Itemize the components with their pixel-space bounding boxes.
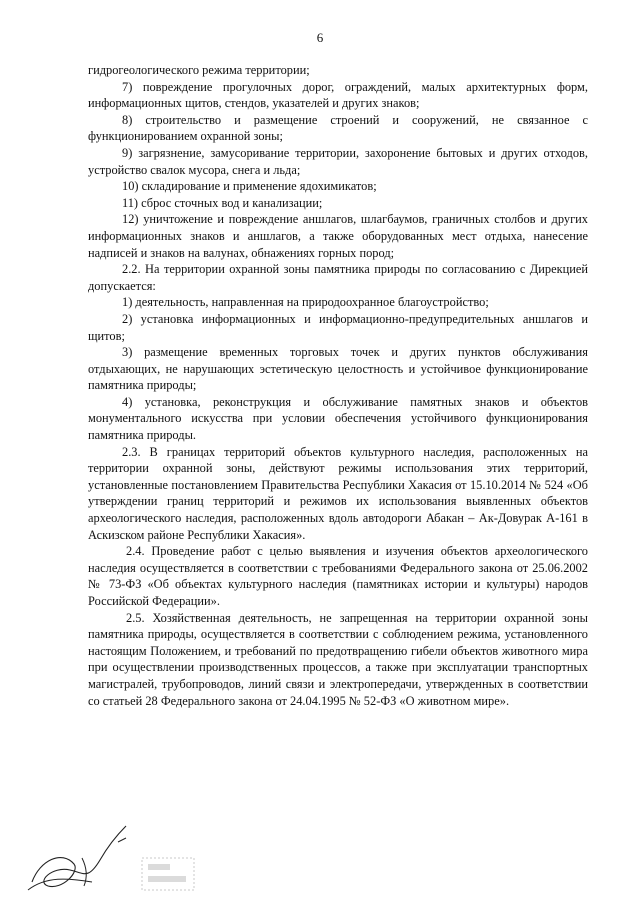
- list-item-9: 9) загрязнение, замусоривание территории, захоронение бытовых и других отходов, устройство свалок мусора, снега и льда;: [88, 145, 588, 177]
- section-2-3: 2.3. В границах территорий объектов культурного наследия, расположенных на территории охранной зоны, действуют режимы использования этих территорий, установленные постановлением Правительства Республики Хакасия от 15.10.2014 № 524 «Об утверждении границ территорий и режимов их использования выявленных объектов археологического наследия, расположенных вдоль автодороги Абакан – Ак-Довурак А-161 в Аскизском районе Республики Хакасия».: [88, 444, 588, 542]
- stamp-mark: [140, 856, 196, 892]
- allowed-item-2: 2) установка информационных и информационно-предупредительных аншлагов и щитов;: [88, 311, 588, 343]
- section-2-2: 2.2. На территории охранной зоны памятника природы по согласованию с Дирекцией допускается:: [88, 262, 588, 293]
- list-item-11: 11) сброс сточных вод и канализации;: [122, 195, 323, 210]
- list-item-10: 10) складирование и применение ядохимикатов;: [122, 179, 377, 194]
- allowed-item-1: 1) деятельность, направленная на природоохранное благоустройство;: [122, 295, 489, 310]
- allowed-item-4: 4) установка, реконструкция и обслуживание памятных знаков и объектов монументального искусства при условии обеспечения устойчивого функционирования памятника природы.: [88, 394, 588, 443]
- section-2-5: 2.5. Хозяйственная деятельность, не запрещенная на территории охранной зоны памятника природы, осуществляется в соответствии с соблюдением режима, установленного настоящим Положением, и требований по предотвращению гибели объектов животного мира при осуществлении производственных процессов, а также при эксплуатации транспортных магистралей, трубопроводов, линий связи и электропередачи, утвержденных в соответствии со статьей 28 Федерального закона от 24.04.1995 № 52-ФЗ «О животном мире».: [88, 610, 588, 708]
- list-item-12: 12) уничтожение и повреждение аншлагов, шлагбаумов, граничных столбов и других информационных знаков и аншлагов, а также оборудованных мест отдыха, нанесение надписей и знаков на валунах, обнажениях горных пород;: [88, 212, 588, 260]
- list-item-8: 8) строительство и размещение строений и сооружений, не связанное с функционированием охранной зоны;: [88, 112, 588, 144]
- section-2-4: 2.4. Проведение работ с целью выявления и изучения объектов археологического наследия осуществляется в соответствии с требованиями Федерального закона от 25.06.2002 № 73-ФЗ «Об объектах культурного наследия (памятниках истории и культуры) народов Российской Федерации».: [88, 544, 588, 608]
- allowed-item-3: 3) размещение временных торговых точек и других пунктов обслуживания отдыхающих, не нарушающих эстетическую целостность и устойчивое функционирование памятника природы;: [88, 345, 588, 393]
- document-body: [88, 62, 588, 709]
- paragraph-continuation: гидрогеологического режима территории;: [88, 63, 310, 77]
- list-item-7: 7) повреждение прогулочных дорог, ограждений, малых архитектурных форм, информационных щитов, стендов, указателей и других знаков;: [88, 79, 588, 111]
- signature-scribble: [22, 820, 132, 900]
- page-number: 6: [316, 30, 324, 45]
